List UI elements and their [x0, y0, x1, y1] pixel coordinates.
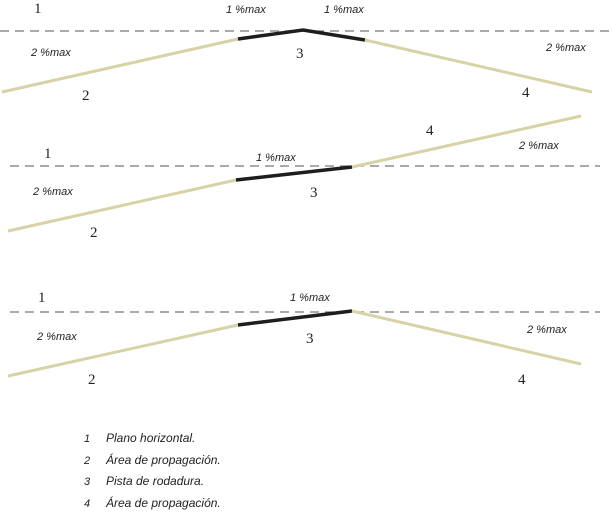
label-left-area: 2 — [88, 372, 96, 388]
slope-runway: 1 %max — [256, 152, 296, 164]
label-left-area: 2 — [82, 88, 90, 104]
slope-left-area: 2 %max — [31, 47, 71, 59]
legend-text: Pista de rodadura. — [106, 474, 205, 488]
legend-item — [84, 471, 221, 493]
legend-number: 1 — [84, 433, 91, 445]
label-right-area: 4 — [522, 85, 530, 101]
legend-text: Plano horizontal. — [106, 431, 196, 445]
legend-text: Área de propagación. — [106, 495, 221, 510]
label-runway: 3 — [306, 331, 314, 347]
slope-runway-right: 1 %max — [324, 4, 364, 16]
legend-item — [84, 428, 221, 450]
label-horizontal-plane: 1 — [38, 290, 46, 306]
right-propagation-area — [352, 311, 581, 364]
slope-runway: 1 %max — [290, 292, 330, 304]
slope-right-area: 2 %max — [527, 324, 567, 336]
slope-left-area: 2 %max — [37, 331, 77, 343]
legend-number: 3 — [84, 476, 91, 488]
legend-text: Área de propagación. — [106, 452, 221, 467]
slope-right-area: 2 %max — [546, 42, 586, 54]
label-runway: 3 — [296, 46, 304, 62]
legend — [84, 428, 221, 514]
label-right-area: 4 — [426, 123, 434, 139]
label-runway: 3 — [310, 185, 318, 201]
legend-number: 2 — [84, 454, 91, 467]
slope-left-area: 2 %max — [33, 186, 73, 198]
legend-item — [84, 450, 221, 472]
runway-strip — [238, 311, 352, 325]
cross-section-single-slope — [8, 116, 600, 241]
legend-number: 4 — [84, 497, 91, 510]
runway-strip — [236, 167, 352, 180]
slope-right-area: 2 %max — [519, 140, 559, 152]
label-left-area: 2 — [90, 225, 98, 241]
label-horizontal-plane: 1 — [44, 146, 52, 162]
cross-section-offset-crown — [8, 290, 600, 388]
slope-runway-left: 1 %max — [226, 4, 266, 16]
label-right-area: 4 — [518, 372, 526, 388]
legend-item — [84, 493, 221, 515]
label-horizontal-plane: 1 — [34, 1, 42, 17]
cross-section-crowned — [0, 1, 612, 104]
